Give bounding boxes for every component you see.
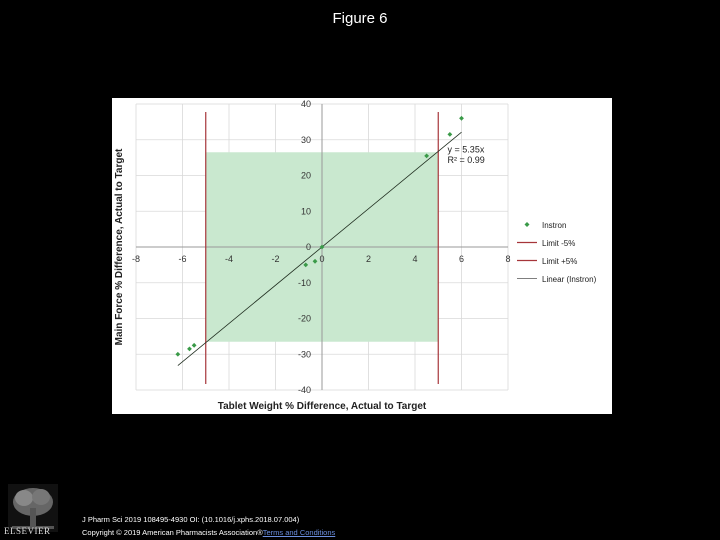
legend-label: Limit +5%	[542, 257, 578, 266]
r-squared-annotation: R² = 0.99	[447, 154, 485, 165]
data-point	[459, 116, 464, 121]
scatter-chart	[112, 98, 612, 414]
y-tick-label: -30	[297, 349, 311, 360]
legend-label: Limit -5%	[542, 239, 576, 248]
equation-annotation: y = 5.35x	[447, 144, 485, 155]
x-tick-label: -6	[178, 254, 187, 264]
legend-marker	[525, 222, 530, 227]
y-tick-label: 10	[300, 206, 311, 217]
y-tick-label: -40	[297, 385, 311, 395]
x-tick-label: 6	[458, 254, 465, 264]
y-tick-label: -20	[297, 313, 311, 324]
figure-panel	[112, 98, 612, 414]
legend-item	[517, 239, 575, 248]
data-point	[187, 346, 192, 351]
terms-link[interactable]: Terms and Conditions	[262, 528, 336, 537]
x-tick-label: 8	[505, 254, 511, 264]
x-tick-label: -4	[224, 254, 234, 264]
footer	[82, 513, 335, 539]
x-tick-label: -8	[131, 254, 141, 264]
y-axis-label: Main Force % Difference, Actual to Target	[114, 148, 125, 346]
slide-title: Figure 6	[332, 10, 388, 27]
x-tick-label: 4	[412, 254, 418, 264]
data-point	[192, 343, 197, 348]
y-tick-label: 20	[300, 170, 311, 181]
data-point	[175, 352, 180, 357]
legend-label: Linear (Instron)	[542, 275, 597, 284]
citation-text: J Pharm Sci 2019 108495-4930 OI: (10.1016/j.xphs.2018.07.004)	[82, 515, 300, 524]
legend-item	[517, 275, 597, 284]
y-tick-label: -10	[297, 277, 311, 288]
legend	[517, 221, 597, 284]
legend-label: Instron	[542, 221, 567, 230]
y-tick-label: 0	[305, 242, 311, 252]
copyright-text: Copyright © 2019 American Pharmacists Association®	[82, 528, 263, 537]
x-tick-label: 2	[365, 254, 372, 264]
x-tick-label: 0	[319, 254, 325, 264]
elsevier-wordmark: ELSEVIER	[4, 526, 51, 536]
x-tick-label: -2	[271, 254, 280, 264]
data-point	[447, 132, 452, 137]
x-axis-label: Tablet Weight % Difference, Actual to Target	[217, 401, 427, 412]
copyright-line	[82, 526, 335, 539]
legend-item	[517, 257, 577, 266]
y-tick-label: 40	[300, 99, 311, 109]
legend-item	[525, 221, 567, 230]
y-tick-label: 30	[300, 134, 311, 145]
